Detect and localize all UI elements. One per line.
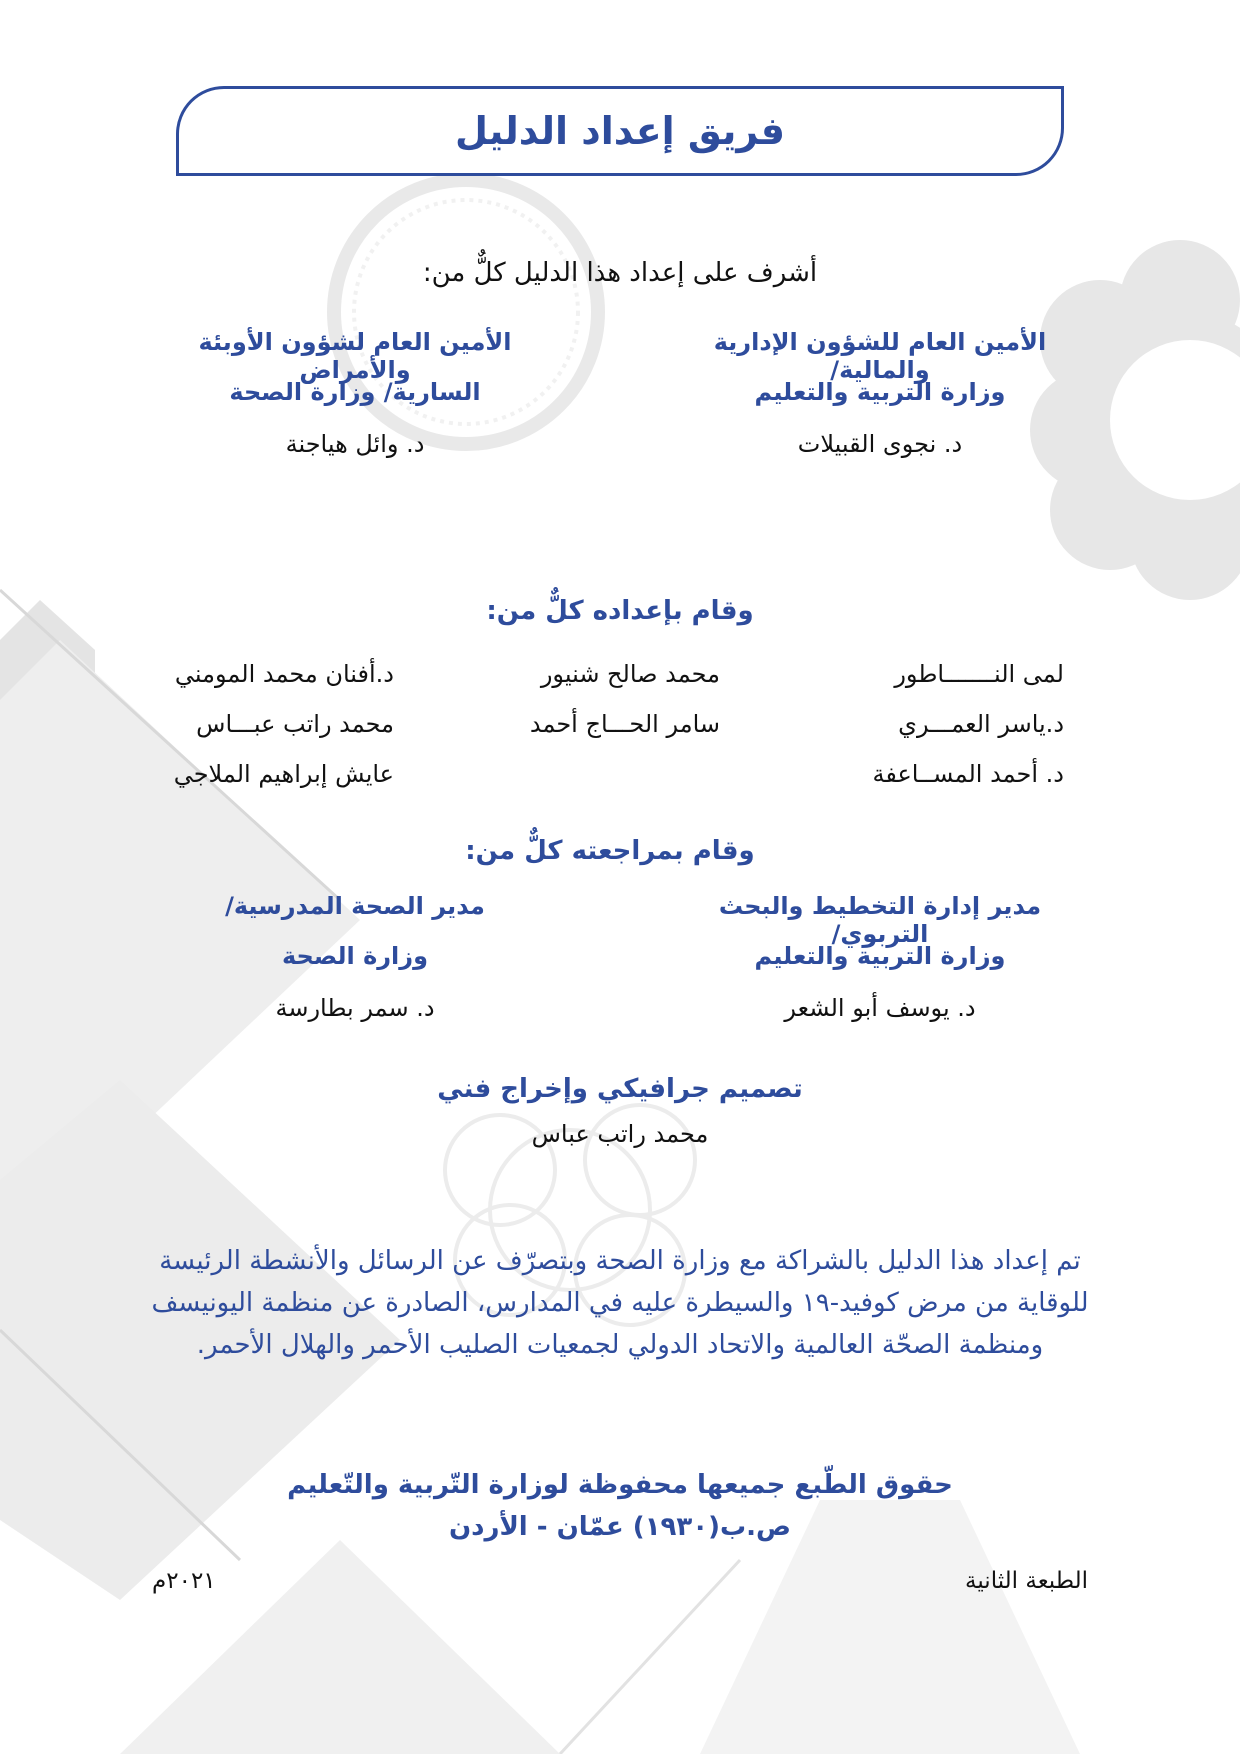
note-line-3: ومنظمة الصحّة العالمية والاتحاد الدولي لجمعيات الصليب الأحمر والهلال الأحمر. bbox=[196, 1330, 1044, 1360]
reviewer-2-role-line2: وزارة الصحة bbox=[281, 942, 429, 970]
note-line-2: للوقاية من مرض كوفيد-١٩ والسيطرة عليه في المدارس، الصادرة عن منظمة اليونيسف bbox=[151, 1288, 1089, 1318]
preparer-col3-2: محمد راتب عبـــاس bbox=[196, 710, 394, 738]
reviewer-1-role-line1: مدير إدارة التخطيط والبحث التربوي/ bbox=[718, 892, 1042, 948]
preparer-col1-1: لمى النـــــــاطور bbox=[894, 660, 1064, 688]
preparer-col3-1: د.أفنان محمد المومني bbox=[174, 660, 394, 688]
design-heading: تصميم جرافيكي وإخراج فني bbox=[437, 1074, 803, 1104]
copyright-line1: حقوق الطّبع جميعها محفوظة لوزارة التّربية والتّعليم bbox=[287, 1470, 953, 1500]
reviewer-2-role-line1: مدير الصحة المدرسية/ bbox=[225, 892, 485, 920]
preparer-col2-1: محمد صالح شنيور bbox=[540, 660, 720, 688]
preparer-col1-3: د. أحمد المســاعفة bbox=[872, 760, 1064, 788]
supervised-heading: أشرف على إعداد هذا الدليل كلٌّ من: bbox=[422, 258, 818, 288]
copyright-line2: ص.ب(١٩٣٠) عمّان - الأردن bbox=[448, 1512, 792, 1542]
edition-label: الطبعة الثانية bbox=[965, 1568, 1088, 1594]
decor-line-3 bbox=[560, 1560, 740, 1754]
supervisor-1-name: د. نجوى القبيلات bbox=[797, 430, 963, 458]
prepared-heading: وقام بإعداده كلٌّ من: bbox=[486, 596, 754, 626]
supervisor-1-role-line2: وزارة التربية والتعليم bbox=[754, 378, 1006, 406]
reviewer-1-role-line2: وزارة التربية والتعليم bbox=[754, 942, 1006, 970]
supervisor-2-role-line2: السارية/ وزارة الصحة bbox=[229, 378, 481, 406]
title-box bbox=[176, 86, 1064, 176]
acknowledgement-note bbox=[130, 1240, 1110, 1366]
note-line-1: تم إعداد هذا الدليل بالشراكة مع وزارة الصحة وبتصرّف عن الرسائل والأنشطة الرئيسة bbox=[159, 1246, 1081, 1276]
reviewer-1-name: د. يوسف أبو الشعر bbox=[784, 994, 976, 1022]
reviewer-2-name: د. سمر بطارسة bbox=[275, 994, 435, 1022]
supervisor-2-role-line1: الأمين العام لشؤون الأوبئة والأمراض bbox=[198, 328, 512, 384]
supervisor-1-role-line1: الأمين العام للشؤون الإدارية والمالية/ bbox=[713, 328, 1047, 384]
supervisor-2-name: د. وائل هياجنة bbox=[285, 430, 425, 458]
preparer-col2-2: سامر الحـــاج أحمد bbox=[529, 710, 720, 738]
year-label: ٢٠٢١م bbox=[152, 1568, 216, 1594]
reviewed-heading: وقام بمراجعته كلٌّ من: bbox=[465, 836, 755, 866]
preparer-col1-2: د.ياسر العمـــري bbox=[898, 710, 1064, 738]
design-name: محمد راتب عباس bbox=[531, 1120, 709, 1148]
preparer-col3-3: عايش إبراهيم الملاجي bbox=[173, 760, 394, 788]
page-title: فريق إعداد الدليل bbox=[455, 109, 785, 153]
